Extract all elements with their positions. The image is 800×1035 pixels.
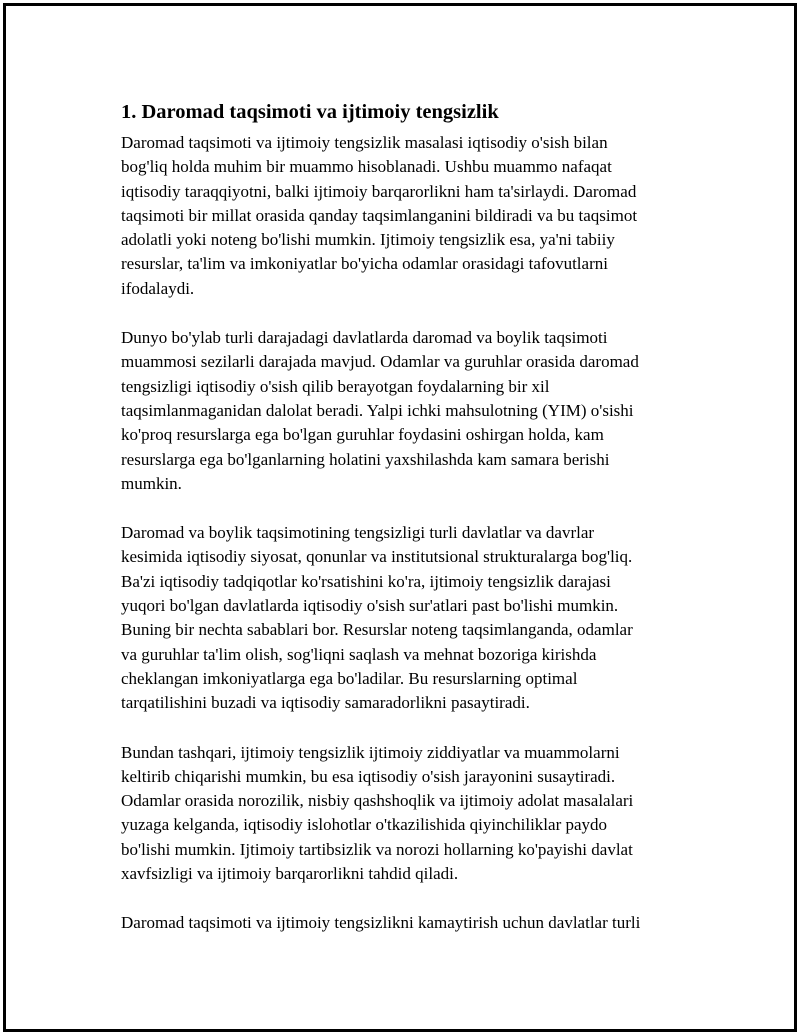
text-line: bo'lishi mumkin. Ijtimoiy tartibsizlik va norozi hollarning ko'payishi davlat — [121, 839, 633, 859]
text-line: iqtisodiy taraqqiyotni, balki ijtimoiy barqarorlikni ham ta'sirlaydi. Daromad — [121, 181, 637, 201]
text-line: muammosi sezilarli darajada mavjud. Odamlar va guruhlar orasida daromad — [121, 352, 639, 372]
text-line: kesimida iqtisodiy siyosat, qonunlar va institutsional strukturalarga bog'liq. — [121, 547, 633, 567]
text-line: keltirib chiqarishi mumkin, bu esa iqtisodiy o'sish jarayonini susaytiradi. — [121, 766, 616, 786]
text-line: Dunyo bo'ylab turli darajadagi davlatlarda daromad va boylik taqsimoti — [121, 328, 608, 348]
text-line: xavfsizligi va ijtimoiy barqarorlikni tahdid qiladi. — [121, 864, 459, 884]
paragraph-3 — [121, 521, 687, 715]
text-line: cheklangan imkoniyatlarga ega bo'ladilar. Bu resurslarning optimal — [121, 668, 578, 688]
document-body — [121, 99, 687, 961]
section-heading: 1. Daromad taqsimoti va ijtimoiy tengsizlik — [121, 101, 499, 123]
paragraph-5 — [121, 911, 687, 935]
text-line: mumkin. — [121, 473, 182, 493]
text-line: Bundan tashqari, ijtimoiy tengsizlik ijtimoiy ziddiyatlar va muammolarni — [121, 742, 620, 762]
text-line: bog'liq holda muhim bir muammo hisoblanadi. Ushbu muammo nafaqat — [121, 157, 612, 177]
paragraph-4 — [121, 741, 687, 887]
text-line: yuqori bo'lgan davlatlarda iqtisodiy o'sish sur'atlari past bo'lishi mumkin. — [121, 596, 619, 616]
text-line: ko'proq resurslarga ega bo'lgan guruhlar foydasini oshirgan holda, kam — [121, 425, 604, 445]
text-line: yuzaga kelganda, iqtisodiy islohotlar o'tkazilishida qiyinchiliklar paydo — [121, 815, 608, 835]
text-line: Ba'zi iqtisodiy tadqiqotlar ko'rsatishini ko'ra, ijtimoiy tengsizlik darajasi — [121, 571, 611, 591]
text-line: resurslarga ega bo'lganlarning holatini yaxshilashda kam samara berishi — [121, 449, 610, 469]
paragraph-2 — [121, 326, 687, 496]
text-line: taqsimlanmaganidan dalolat beradi. Yalpi ichki mahsulotning (YIM) o'sishi — [121, 400, 634, 420]
text-line: taqsimoti bir millat orasida qanday taqsimlanganini bildiradi va bu taqsimot — [121, 205, 638, 225]
text-line: Daromad va boylik taqsimotining tengsizligi turli davlatlar va davrlar — [121, 523, 595, 543]
text-line: ifodalaydi. — [121, 278, 195, 298]
text-line: va guruhlar ta'lim olish, sog'liqni saqlash va mehnat bozoriga kirishda — [121, 644, 597, 664]
text-line: tarqatilishini buzadi va iqtisodiy samaradorlikni pasaytiradi. — [121, 693, 530, 713]
text-line: Buning bir nechta sabablari bor. Resurslar noteng taqsimlanganda, odamlar — [121, 620, 633, 640]
document-page — [3, 3, 797, 1032]
text-line: Odamlar orasida norozilik, nisbiy qashshoqlik va ijtimoiy adolat masalalari — [121, 791, 634, 811]
paragraph-1 — [121, 131, 687, 301]
text-line: adolatli yoki noteng bo'lishi mumkin. Ijtimoiy tengsizlik esa, ya'ni tabiiy — [121, 230, 615, 250]
text-line: tengsizligi iqtisodiy o'sish qilib berayotgan foydalarning bir xil — [121, 376, 550, 396]
text-line: resurslar, ta'lim va imkoniyatlar bo'yicha odamlar orasidagi tafovutlarni — [121, 254, 608, 274]
text-line: Daromad taqsimoti va ijtimoiy tengsizlik masalasi iqtisodiy o'sish bilan — [121, 133, 608, 152]
text-line: Daromad taqsimoti va ijtimoiy tengsizlikni kamaytirish uchun davlatlar turli — [121, 913, 641, 933]
